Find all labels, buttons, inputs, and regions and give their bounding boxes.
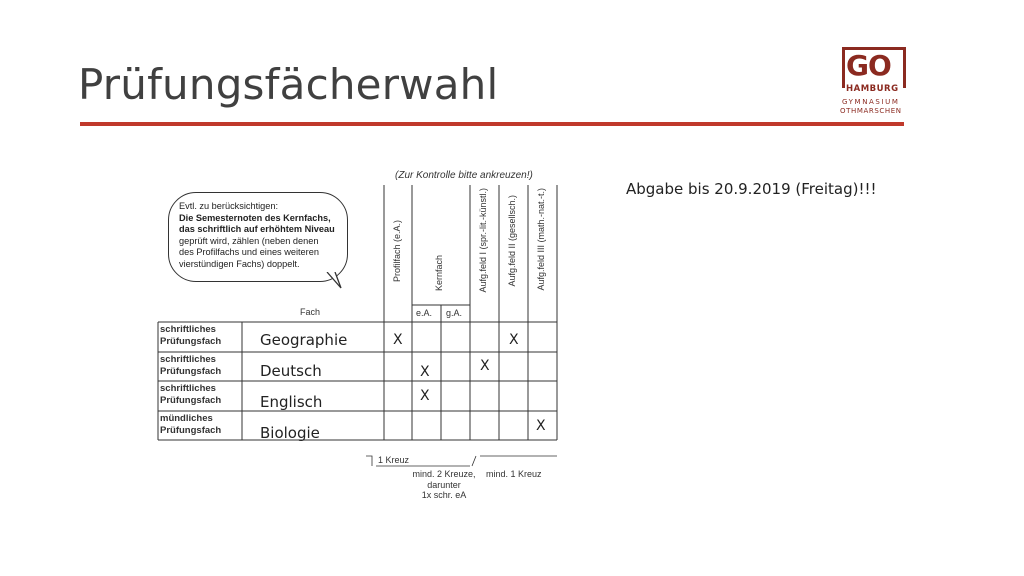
form-hint: (Zur Kontrolle bitte ankreuzen!)	[395, 170, 533, 181]
footer-aufg: mind. 1 Kreuz	[486, 469, 542, 479]
bubble-line: des Profilfachs und eines weiteren	[179, 247, 319, 258]
check-mark: X	[393, 332, 403, 348]
footer-kern	[404, 469, 484, 501]
subject-englisch: Englisch	[260, 393, 323, 411]
deadline-note: Abgabe bis 20.9.2019 (Freitag)!!!	[626, 180, 877, 198]
school-logo	[840, 47, 906, 117]
footer-kern-line: darunter	[427, 479, 461, 490]
row-type-line: mündliches	[160, 413, 213, 424]
check-mark: X	[509, 332, 519, 348]
row-type-line: schriftliches	[160, 383, 216, 394]
title-underline	[80, 122, 904, 126]
subject-geographie: Geographie	[260, 331, 348, 349]
col-aufg1: Aufg.feld I (spr.-lit.-künstl.)	[478, 188, 488, 293]
kern-ea: e.A.	[416, 308, 433, 318]
fach-label: Fach	[300, 307, 321, 317]
check-mark: X	[420, 388, 430, 404]
footer-kern-line: 1x schr. eA	[421, 490, 467, 500]
col-profil: Profilfach (e.A.)	[392, 220, 402, 283]
exam-choice-form	[150, 160, 570, 510]
row-type-line: schriftliches	[160, 324, 216, 335]
check-mark: X	[480, 358, 490, 374]
bubble-line: geprüft wird, zählen (neben denen	[179, 235, 319, 246]
row-type-line: schriftliches	[160, 354, 216, 365]
page-title: Prüfungsfächerwahl	[78, 60, 499, 109]
logo-gymnasium: GYMNASIUM	[842, 98, 900, 106]
row-type-line: Prüfungsfach	[160, 366, 222, 377]
col-aufg3: Aufg.feld III (math.-nat.-t.)	[536, 188, 546, 291]
bubble-line: Evtl. zu berücksichtigen:	[179, 201, 279, 211]
bubble-line: vierstündigen Fachs) doppelt.	[179, 258, 300, 269]
row-type	[160, 383, 240, 407]
row-type	[160, 354, 240, 378]
logo-go: GO	[846, 49, 891, 82]
check-mark: X	[536, 418, 546, 434]
subject-deutsch: Deutsch	[260, 362, 322, 380]
kern-ga: g.A.	[446, 308, 463, 318]
row-type-line: Prüfungsfach	[160, 336, 222, 347]
col-kern: Kernfach	[434, 255, 444, 292]
check-mark: X	[420, 364, 430, 380]
bubble-line: Die Semesternoten des Kernfachs,	[179, 212, 331, 223]
row-type	[160, 324, 240, 348]
footer-kern-line: mind. 2 Kreuze,	[412, 469, 476, 479]
col-aufg2: Aufg.feld II (gesellsch.)	[507, 195, 517, 287]
bubble-line: das schriftlich auf erhöhtem Niveau	[179, 224, 335, 235]
footer-profil: 1 Kreuz	[378, 455, 410, 465]
logo-hamburg: HAMBURG	[846, 84, 899, 94]
row-type-line: Prüfungsfach	[160, 395, 222, 406]
row-type-line: Prüfungsfach	[160, 425, 222, 436]
subject-biologie: Biologie	[260, 424, 320, 442]
row-type	[160, 413, 240, 437]
logo-othmarschen: OTHMARSCHEN	[840, 107, 902, 115]
